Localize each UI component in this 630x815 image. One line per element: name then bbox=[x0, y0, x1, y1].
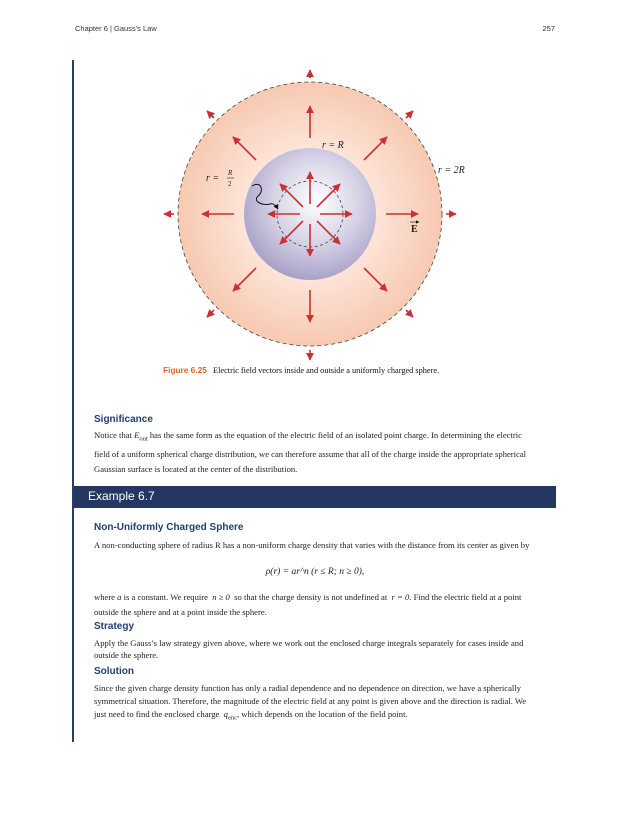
solution-heading: Solution bbox=[94, 666, 134, 677]
example-side-bar bbox=[72, 60, 74, 742]
significance-heading: Significance bbox=[94, 414, 153, 425]
significance-text-rest: has the same form as the equation of the electric field of an isolated point charge. In determining the electric field of a uniform spherical charge distribution, we can therefore assume that all of the charge inside the appropriate spherical Gaussian surface is located at the center of the distribution. bbox=[94, 430, 527, 474]
label-r-equals-R-half: r = bbox=[206, 173, 220, 184]
example-title: Example 6.7 bbox=[88, 489, 155, 503]
math-r-equals-0: r = 0 bbox=[391, 592, 410, 602]
condition-paragraph bbox=[94, 590, 538, 620]
figure-caption-text: Electric field vectors inside and outside a uniformly charged sphere. bbox=[213, 366, 440, 375]
significance-paragraph bbox=[94, 428, 538, 477]
figure-electric-field bbox=[160, 68, 465, 368]
cond-text-4: . Find the electric field at a point outside the sphere and at a point inside the sphere. bbox=[94, 592, 522, 617]
cond-text-3: so that the charge density is not undefined at bbox=[234, 592, 388, 602]
math-a: a bbox=[117, 592, 122, 602]
field-arrow-outer bbox=[406, 310, 413, 317]
figure-caption bbox=[163, 365, 453, 377]
math-n-geq-0: n ≥ 0 bbox=[212, 592, 230, 602]
figure-label: Figure 6.25 bbox=[163, 365, 207, 375]
math-q-enc bbox=[223, 709, 237, 722]
example-subtitle: Non-Uniformly Charged Sphere bbox=[94, 522, 244, 533]
math-q: q bbox=[223, 709, 228, 719]
example-intro: A non-conducting sphere of radius R has a non-uniform charge density that varies with the distance from its center as given by bbox=[94, 540, 530, 550]
solution-text-2: , which depends on the location of the field point. bbox=[237, 709, 408, 719]
chapter-title: Chapter 6 | Gauss's Law bbox=[75, 24, 157, 33]
equation-text: ρ(r) = ar^n (r ≤ R; n ≥ 0), bbox=[265, 567, 365, 577]
charged-sphere bbox=[244, 148, 376, 280]
math-E-out bbox=[134, 430, 148, 443]
field-arrow-outer bbox=[207, 111, 214, 118]
example-banner bbox=[74, 486, 556, 508]
label-E-vector: E bbox=[411, 224, 418, 235]
running-header bbox=[75, 24, 555, 38]
page-number: 257 bbox=[542, 24, 555, 33]
cond-text-1: where bbox=[94, 592, 115, 602]
strategy-heading: Strategy bbox=[94, 621, 135, 632]
significance-text-start: Notice that bbox=[94, 430, 132, 440]
solution-paragraph bbox=[94, 682, 538, 725]
label-r-half-numerator: R bbox=[228, 169, 233, 177]
label-r-equals-R: r = R bbox=[322, 140, 344, 151]
label-r-half-denominator: 2 bbox=[228, 180, 232, 188]
charge-density-equation bbox=[0, 567, 630, 577]
cond-text-2: is a constant. We require bbox=[123, 592, 208, 602]
solution-text-1: Since the given charge density function has only a radial dependence and no dependence on direction, we have a spherically symmetrical situation. Therefore, the magnitude of the electric field at any point is given above and the direction is radial. We just need to find the enclosed charge bbox=[94, 683, 527, 719]
label-r-equals-2R: r = 2R bbox=[438, 165, 465, 176]
field-arrow-outer bbox=[406, 111, 413, 118]
math-sub-enc: enc bbox=[227, 714, 237, 722]
field-arrow-outer bbox=[207, 310, 214, 317]
strategy-paragraph: Apply the Gauss’s law strategy given above, where we work out the enclosed charge integrals separately for cases inside and outside the sphere. bbox=[94, 638, 524, 660]
math-E: E bbox=[134, 430, 140, 440]
math-sub-out: out bbox=[139, 435, 148, 443]
figure-svg bbox=[160, 68, 465, 368]
